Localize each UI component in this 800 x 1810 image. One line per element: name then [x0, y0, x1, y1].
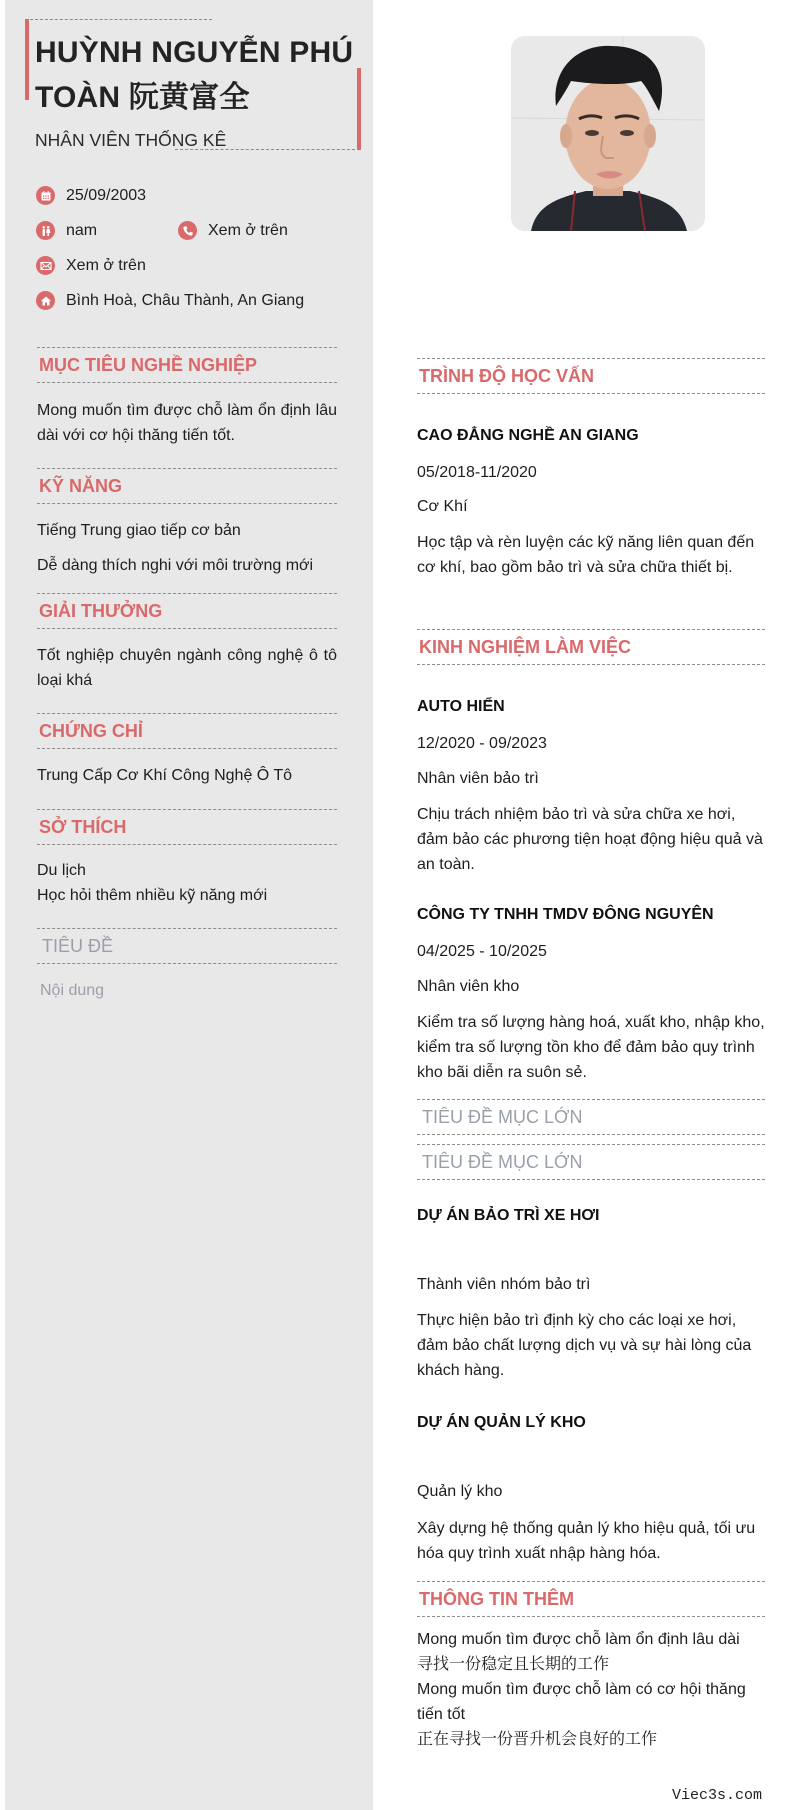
- email-value: Xem ở trên: [66, 256, 146, 274]
- contact-phone[interactable]: [178, 221, 288, 240]
- divider: [37, 503, 337, 504]
- gender-value: nam: [66, 221, 98, 239]
- section-objective-heading: [37, 347, 337, 383]
- section-hobbies-heading: [37, 809, 337, 845]
- section-title-placeholder[interactable]: TIÊU ĐỀ MỤC LỚN: [422, 1107, 583, 1127]
- section-additional-info-heading: [417, 1581, 765, 1617]
- candidate-name: HUỲNH NGUYỄN PHÚ TOÀN 阮黄富全: [35, 36, 354, 114]
- experience-period: 04/2025 - 10/2025: [417, 943, 547, 960]
- divider: [37, 963, 337, 964]
- divider: [417, 393, 765, 394]
- section-skills-heading: [37, 468, 337, 504]
- section-title-placeholder[interactable]: TIÊU ĐỀ: [42, 936, 114, 956]
- section-placeholder-heading[interactable]: [417, 1099, 765, 1135]
- section-title: GIẢI THƯỞNG: [39, 601, 163, 621]
- custom-content-placeholder[interactable]: Nội dung: [40, 982, 105, 999]
- contact-email[interactable]: [36, 256, 146, 275]
- avatar: [511, 36, 705, 231]
- experience-company: CÔNG TY TNHH TMDV ĐÔNG NGUYÊN: [417, 906, 714, 923]
- experience-description: Chịu trách nhiệm bảo trì và sửa chữa xe hơi, đảm bảo các phương tiện hoạt động hiệu quả và an toàn.: [417, 806, 763, 873]
- watermark: Viec3s.com: [672, 1787, 763, 1804]
- divider: [37, 844, 337, 845]
- section-experience-heading: [417, 629, 765, 665]
- divider: [37, 748, 337, 749]
- divider: [417, 664, 765, 665]
- education-period: 05/2018-11/2020: [417, 464, 537, 481]
- home-icon: [36, 291, 55, 310]
- additional-info-line: 正在寻找一份晋升机会良好的工作: [417, 1731, 658, 1748]
- phone-value: Xem ở trên: [208, 221, 288, 239]
- phone-icon: [178, 221, 197, 240]
- calendar-icon: [36, 186, 55, 205]
- contact-gender: [36, 221, 97, 240]
- address-value: Bình Hoà, Châu Thành, An Giang: [66, 291, 305, 309]
- divider: [37, 382, 337, 383]
- experience-role: Nhân viên bảo trì: [417, 770, 539, 787]
- project-name: DỰ ÁN BẢO TRÌ XE HƠI: [417, 1207, 600, 1224]
- section-title: CHỨNG CHỈ: [39, 721, 143, 741]
- objective-text: Mong muốn tìm được chỗ làm ổn định lâu dài với cơ hội thăng tiến tốt.: [37, 402, 337, 444]
- hobby-item: Học hỏi thêm nhiều kỹ năng mới: [37, 887, 268, 904]
- education-description: Học tập và rèn luyện các kỹ năng liên quan đến cơ khí, bao gồm bảo trì và sửa chữa thiết bị.: [417, 534, 755, 576]
- project-name: DỰ ÁN QUẢN LÝ KHO: [417, 1414, 586, 1431]
- experience-period: 12/2020 - 09/2023: [417, 735, 547, 752]
- header-top-divider: [30, 19, 212, 20]
- section-certificates-heading: [37, 713, 337, 749]
- gender-icon: [36, 221, 55, 240]
- project-description: Thực hiện bảo trì định kỳ cho các loại xe hơi, đảm bảo chất lượng dịch vụ và sự hài lòng của khách hàng.: [417, 1312, 752, 1379]
- profile-photo: [511, 36, 705, 231]
- section-awards-heading: [37, 593, 337, 629]
- experience-company: AUTO HIỂN: [417, 698, 505, 715]
- hobby-item: Du lịch: [37, 862, 86, 879]
- additional-info-list: [417, 1627, 747, 1752]
- skill-item: Dễ dàng thích nghi với môi trường mới: [37, 557, 314, 574]
- email-icon: [36, 256, 55, 275]
- section-title: THÔNG TIN THÊM: [419, 1589, 574, 1609]
- additional-info-line: Mong muốn tìm được chỗ làm ổn định lâu dài: [417, 1631, 740, 1648]
- section-title: SỞ THÍCH: [39, 817, 127, 837]
- job-title: NHÂN VIÊN THỐNG KÊ: [35, 130, 227, 150]
- project-role: Quản lý kho: [417, 1483, 503, 1500]
- awards-text: Tốt nghiệp chuyên ngành công nghệ ô tô loại khá: [37, 647, 337, 689]
- skill-item: Tiếng Trung giao tiếp cơ bản: [37, 522, 241, 539]
- additional-info-line: Mong muốn tìm được chỗ làm có cơ hội thăng tiến tốt: [417, 1681, 746, 1723]
- contact-address: [36, 291, 304, 310]
- section-title-placeholder[interactable]: TIÊU ĐỀ MỤC LỚN: [422, 1152, 583, 1172]
- divider: [417, 1134, 765, 1135]
- section-title: MỤC TIÊU NGHỀ NGHIỆP: [39, 355, 258, 375]
- section-placeholder-heading[interactable]: [417, 1144, 765, 1180]
- education-school: CAO ĐẲNG NGHỀ AN GIANG: [417, 427, 639, 444]
- additional-info-line: 寻找一份稳定且长期的工作: [417, 1656, 610, 1673]
- header-accent-bar-left: [25, 19, 29, 100]
- section-title: KỸ NĂNG: [39, 476, 123, 496]
- experience-description: Kiểm tra số lượng hàng hoá, xuất kho, nhập kho, kiểm tra số lượng tồn kho để đảm bảo quy trình kho bãi diễn ra suôn sẻ.: [417, 1014, 765, 1081]
- section-title: TRÌNH ĐỘ HỌC VẤN: [419, 366, 594, 386]
- project-role: Thành viên nhóm bảo trì: [417, 1276, 591, 1293]
- section-title: KINH NGHIỆM LÀM VIỆC: [419, 637, 632, 657]
- project-description: Xây dựng hệ thống quản lý kho hiệu quả, tối ưu hóa quy trình xuất nhập hàng hóa.: [417, 1520, 756, 1562]
- section-custom-heading[interactable]: [37, 928, 337, 964]
- divider: [37, 628, 337, 629]
- section-education-heading: [417, 358, 765, 394]
- contact-birthday: [36, 186, 146, 205]
- divider: [417, 1616, 765, 1617]
- divider: [417, 1179, 765, 1180]
- education-major: Cơ Khí: [417, 498, 468, 515]
- birthday-value: 25/09/2003: [66, 186, 147, 204]
- certificate-text: Trung Cấp Cơ Khí Công Nghệ Ô Tô: [37, 767, 293, 784]
- experience-role: Nhân viên kho: [417, 978, 520, 995]
